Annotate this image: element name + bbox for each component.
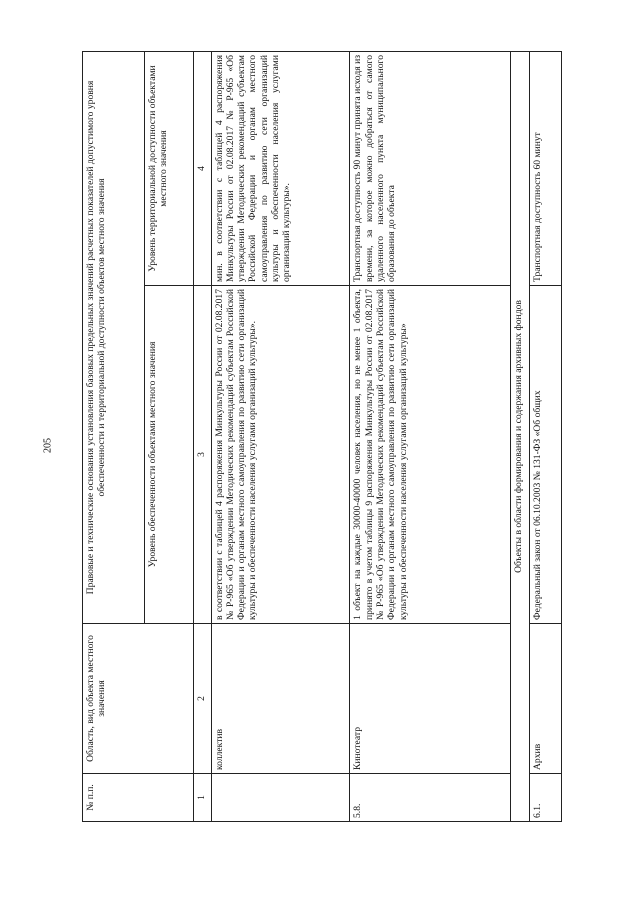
section-heading: Объекты в области формирования и содержания архивных фондов [510, 52, 529, 822]
row-area: коллектив [211, 624, 350, 774]
header-area: Область, вид объекта местного значения [83, 624, 194, 774]
row-access: Транспортная доступность 90 минут принята исходя из времени, за которое можно добраться от самого удаленного населенного пункта муниципального образования до объекта [350, 52, 510, 286]
table-row [350, 52, 510, 822]
table-row [529, 52, 561, 822]
rotated-document [82, 52, 562, 822]
row-no [211, 774, 350, 822]
row-area: Кинотеатр [350, 624, 510, 774]
row-no: 6.1. [529, 774, 561, 822]
header-supply: Уровень обеспеченности объектами местного значения [144, 286, 193, 624]
index-cell-1: 1 [194, 774, 211, 822]
header-no: № п.п. [83, 774, 194, 822]
table-row [211, 52, 350, 822]
header-group: Правовые и технические основания установления базовых предельных значений расчетных показателей допустимого уровня обеспеченности и территориальной доступности объектов местного значения [83, 52, 145, 624]
index-cell-4: 4 [194, 52, 211, 286]
row-area: Архив [529, 624, 561, 774]
standards-table [82, 51, 562, 822]
row-supply: 1 объект на каждые 30000-40000 человек населения, но не менее 1 объекта, принято в учетом таблицы 9 распоряжения Минкультуры России от 02.08.2017 № Р-965 «Об утверждении Методических рекомендаций субъектам Российской Федерации и органам местного самоуправления по развитию сети организаций культуры и обеспеченности населения услугами организаций культуры» [350, 286, 510, 624]
header-access: Уровень территориальной доступности объектами местного значения [144, 52, 193, 286]
row-supply: в соответствии с таблицей 4 распоряжения Минкультуры России от 02.08.2017 № Р-965 «Об утверждении Методических рекомендаций субъектам Российской Федерации и органам местного самоуправления по развитию сети организаций культуры и обеспеченности населения услугами организаций культуры». [211, 286, 350, 624]
row-access: мин. в соответствии с таблицей 4 распоряжения Минкультуры России от 02.08.2017 № Р-965 «Об утверждении Методических рекомендаций субъектам Российской Федерации и органам местного самоуправления по развитию сети организаций культуры и обеспеченности населения услугами организаций культуры». [211, 52, 350, 286]
row-no: 5.8. [350, 774, 510, 822]
page-number: 205 [42, 438, 54, 453]
row-access: Транспортная доступность 60 минут [529, 52, 561, 286]
index-cell-3: 3 [194, 286, 211, 624]
index-cell-2: 2 [194, 624, 211, 774]
row-supply: Федеральный закон от 06.10.2003 № 131-ФЗ «Об общих [529, 286, 561, 624]
